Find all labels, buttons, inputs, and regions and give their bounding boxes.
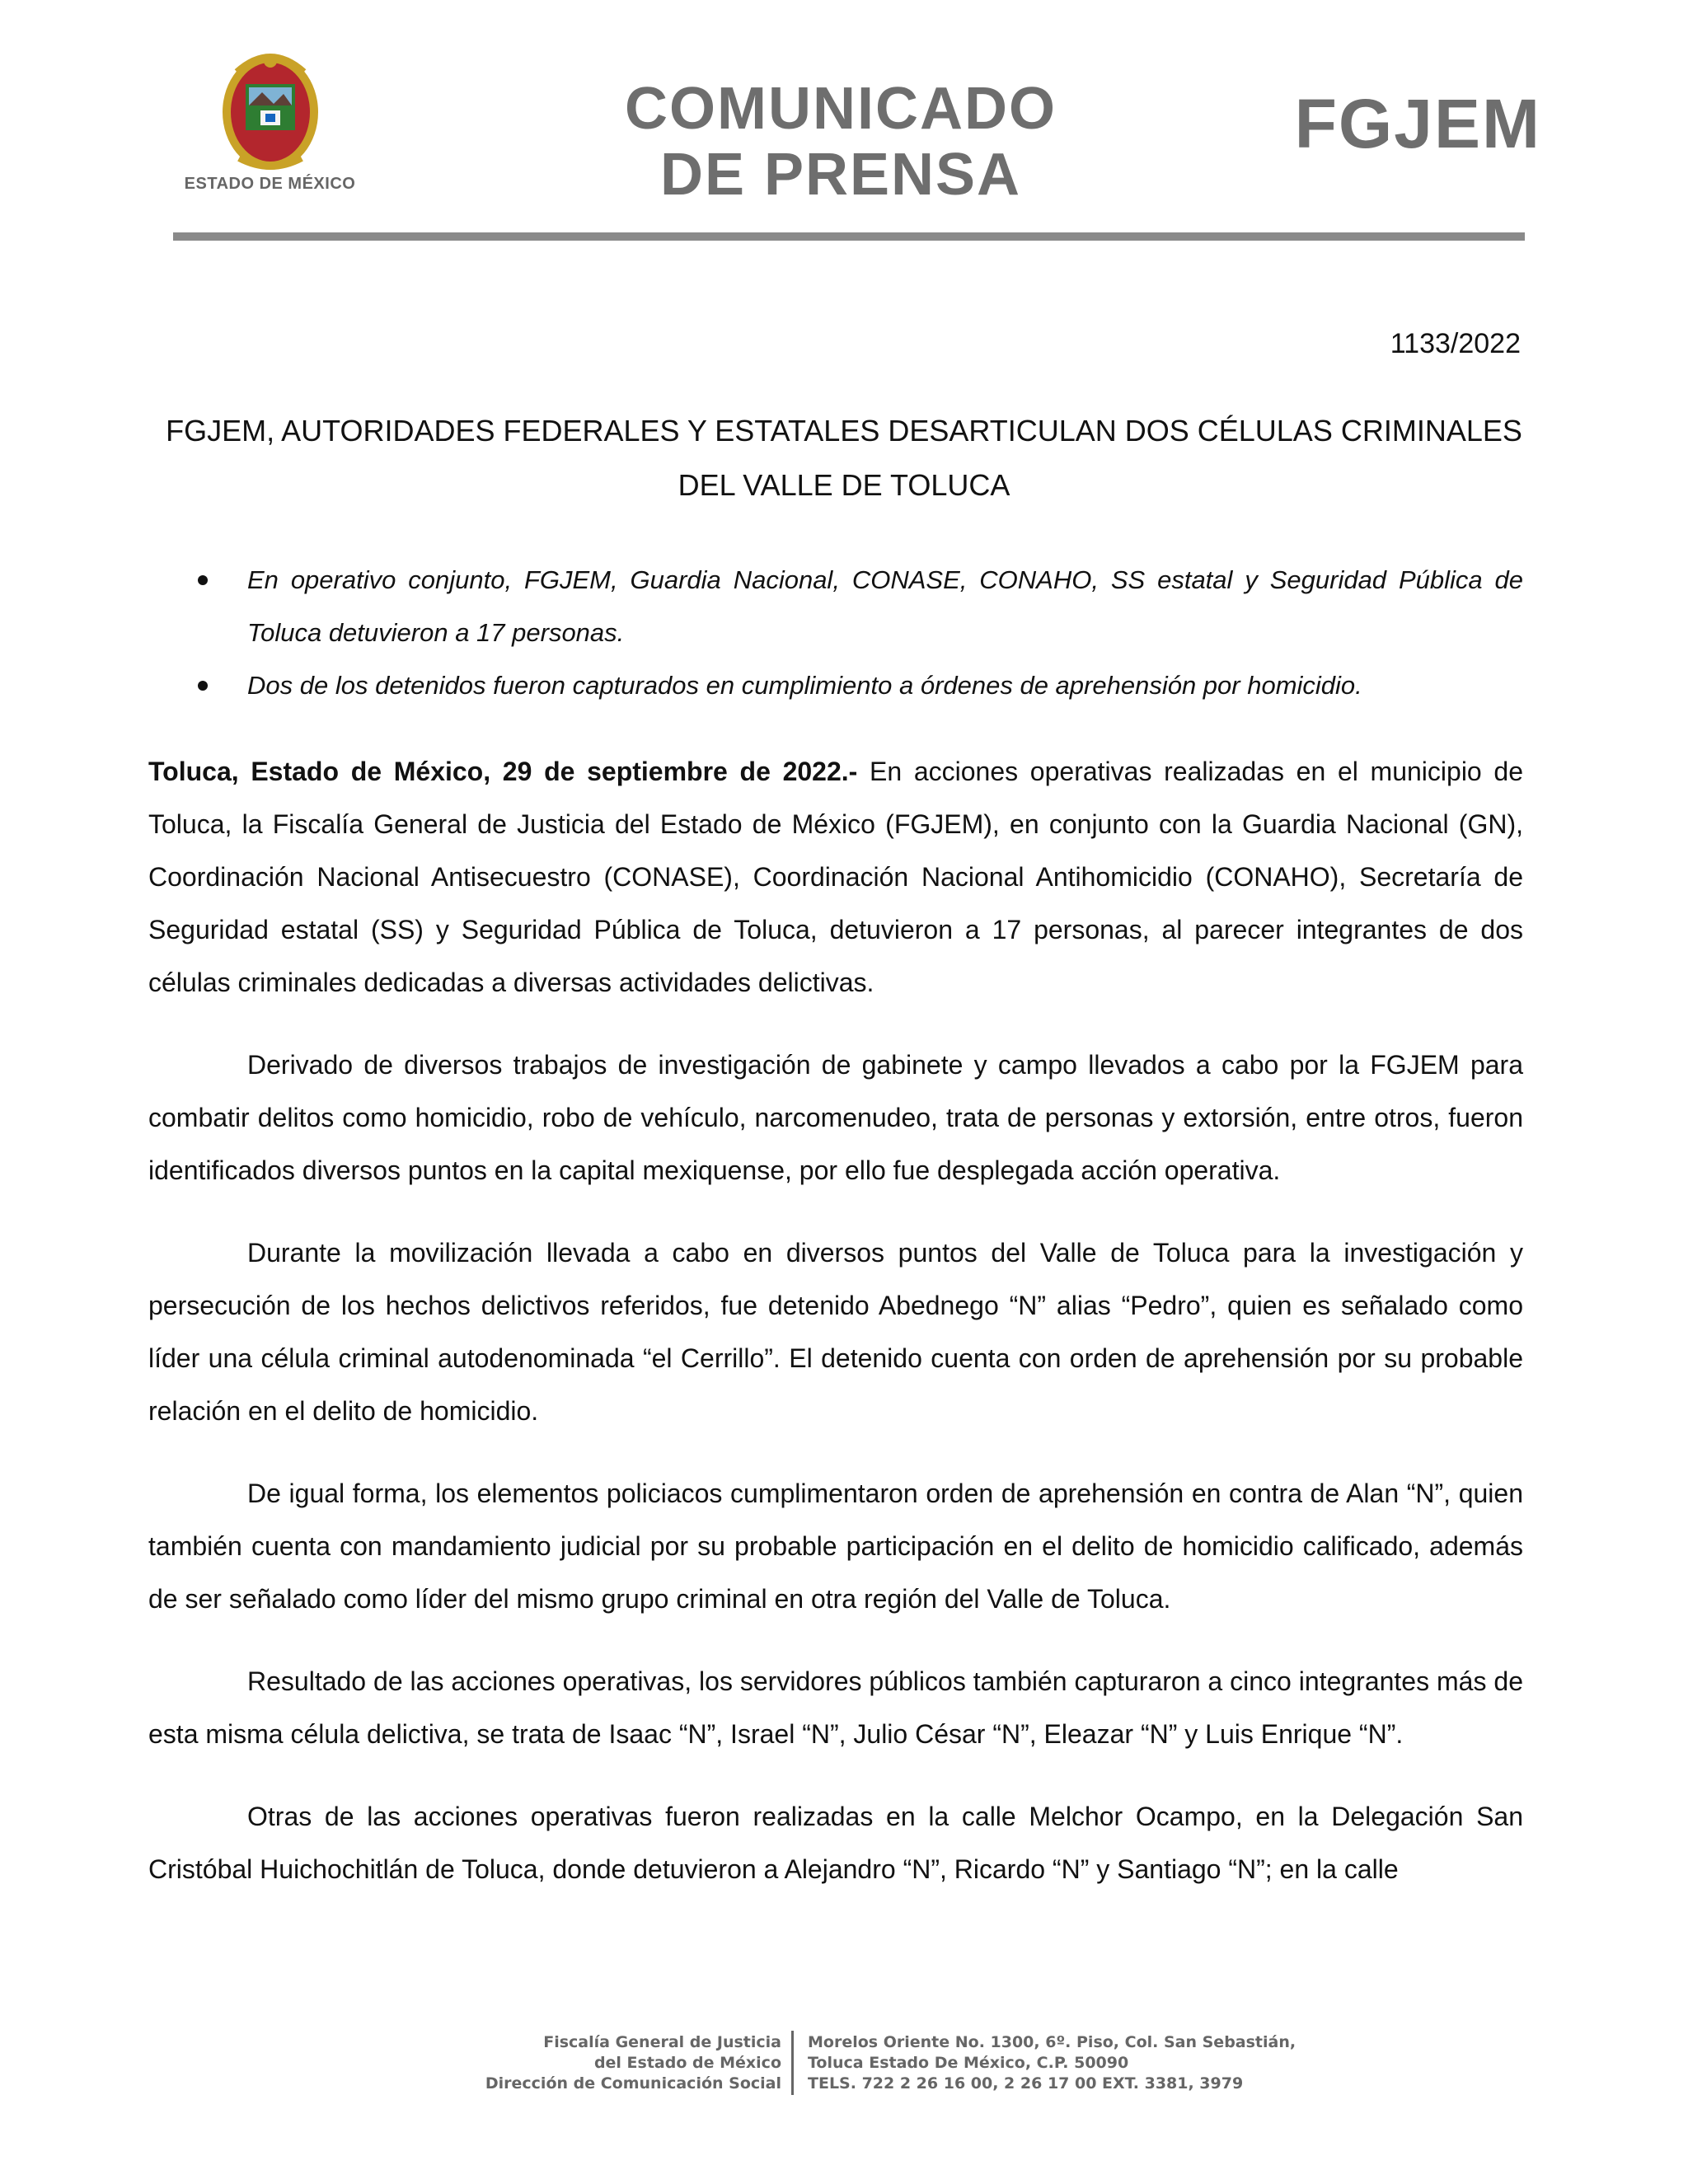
bullet-item bbox=[148, 554, 1523, 659]
paragraph bbox=[148, 745, 1523, 1009]
title-line-2: DE PRENSA bbox=[659, 142, 1022, 208]
agency-name: FGJEM bbox=[1294, 85, 1541, 162]
press-release-title bbox=[569, 76, 1113, 208]
logo-caption: ESTADO DE MÉXICO bbox=[184, 175, 356, 193]
footer-line: Fiscalía General de Justicia bbox=[543, 2033, 781, 2051]
paragraph: Derivado de diversos trabajos de investigación de gabinete y campo llevados a cabo por la FGJEM para combatir delitos como homicidio, robo de vehículo, narcomenudeo, trata de personas y extorsión, entre otros, fueron identificados diversos puntos en la capital mexiquense, por ello fue desplegada acción operativa. bbox=[148, 1050, 1523, 1185]
paragraph: Durante la movilización llevada a cabo en diversos puntos del Valle de Toluca para la investigación y persecución de los hechos delictivos referidos, fue detenido Abednego “N” alias “Pedro”, quien es señalado como líder una célula criminal autodenominada “el Cerrillo”. El detenido cuenta con orden de aprehensión por su probable relación en el delito de homicidio. bbox=[148, 1238, 1523, 1426]
footer-institution bbox=[485, 2032, 781, 2094]
footer-line: Dirección de Comunicación Social bbox=[485, 2074, 781, 2093]
page-footer bbox=[0, 2022, 1688, 2093]
bullet-dot-icon bbox=[198, 681, 208, 691]
footer-line: Toluca Estado De México, C.P. 50090 bbox=[808, 2054, 1129, 2072]
article-body bbox=[148, 745, 1523, 1925]
summary-bullets bbox=[148, 554, 1523, 712]
dateline: Toluca, Estado de México, 29 de septiembre de 2022.- bbox=[148, 757, 858, 786]
footer-address bbox=[808, 2032, 1296, 2094]
footer-line: del Estado de México bbox=[593, 2054, 781, 2072]
document-number: 1133/2022 bbox=[1390, 328, 1521, 359]
paragraph-text: En acciones operativas realizadas en el municipio de Toluca, la Fiscalía General de Justicia del Estado de México (FGJEM), en conjunto con la Guardia Nacional (GN), Coordinación Nacional Antisecuestro (CONASE), Coordinación Nacional Antihomicidio (CONAHO), Secretaría de Seguridad estatal (SS) y Seguridad Pública de Toluca, detuvieron a 17 personas, al parecer integrantes de dos células criminales dedicadas a diversas actividades delictivas. bbox=[148, 757, 1523, 997]
bullet-text: En operativo conjunto, FGJEM, Guardia Nacional, CONASE, CONAHO, SS estatal y Seguridad Pública de Toluca detuvieron a 17 personas. bbox=[247, 565, 1523, 647]
estado-de-mexico-seal-logo bbox=[188, 45, 353, 176]
bullet-dot-icon bbox=[198, 575, 208, 585]
title-line-1: COMUNICADO bbox=[625, 76, 1057, 142]
paragraph: De igual forma, los elementos policiacos cumplimentaron orden de aprehensión en contra de Alan “N”, quien también cuenta con mandamiento judicial por su probable participación en el delito de homicidio calificado, además de ser señalado como líder del mismo grupo criminal en otra región del Valle de Toluca. bbox=[148, 1479, 1523, 1614]
footer-divider bbox=[791, 2031, 794, 2095]
footer-line: Morelos Oriente No. 1300, 6º. Piso, Col. San Sebastián, bbox=[808, 2033, 1296, 2051]
header-divider bbox=[173, 232, 1525, 241]
footer-line: TELS. 722 2 26 16 00, 2 26 17 00 EXT. 3381, 3979 bbox=[808, 2074, 1244, 2093]
paragraph: Resultado de las acciones operativas, los servidores públicos también capturaron a cinco integrantes más de esta misma célula delictiva, se trata de Isaac “N”, Israel “N”, Julio César “N”, Eleazar “N” y Luis Enrique “N”. bbox=[148, 1666, 1523, 1749]
bullet-text: Dos de los detenidos fueron capturados en cumplimiento a órdenes de aprehensión por homicidio. bbox=[247, 671, 1362, 700]
paragraph: Otras de las acciones operativas fueron realizadas en la calle Melchor Ocampo, en la Delegación San Cristóbal Huichochitlán de Toluca, donde detuvieron a Alejandro “N”, Ricardo “N” y Santiago “N”; en la calle bbox=[148, 1802, 1523, 1884]
headline: FGJEM, AUTORIDADES FEDERALES Y ESTATALES DESARTICULAN DOS CÉLULAS CRIMINALES DEL VALLE DE TOLUCA bbox=[166, 414, 1522, 502]
bullet-item bbox=[148, 659, 1523, 712]
